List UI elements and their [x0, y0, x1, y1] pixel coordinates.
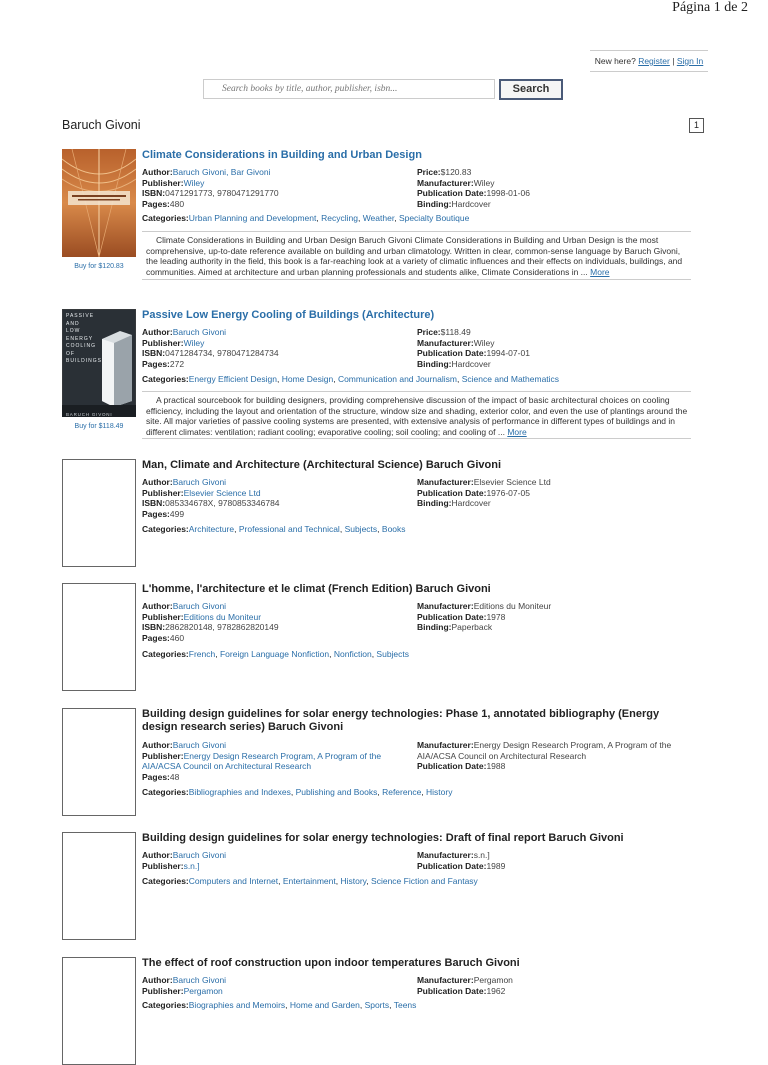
manufacturer-value: Pergamon	[473, 975, 513, 985]
categories-label: Categories:	[142, 649, 189, 659]
isbn-value: 0471284734, 9780471284734	[165, 348, 279, 358]
manufacturer-field	[417, 850, 490, 861]
new-here-text: New here?	[594, 56, 636, 66]
publication-date-field	[417, 488, 530, 499]
more-link[interactable]: More	[590, 266, 610, 277]
more-link[interactable]: More	[507, 426, 527, 437]
pages-value: 272	[169, 358, 185, 369]
manufacturer-label: Manufacturer:	[417, 740, 474, 750]
pages-label: Pages:	[142, 198, 170, 209]
book-cover-placeholder[interactable]	[62, 708, 136, 816]
publisher-label: Publisher:	[142, 985, 184, 996]
publication-date-field	[417, 612, 505, 623]
categories-field: Categories:Computers and Internet, Entertainment, History, Science Fiction and Fantasy	[142, 876, 478, 886]
publisher-link[interactable]: Pergamon	[183, 985, 223, 996]
publication-date-field	[417, 348, 530, 359]
publisher-link[interactable]: Wiley	[183, 177, 205, 188]
book-title[interactable]: Building design guidelines for solar energy technologies: Draft of final report Baruch Givoni	[142, 832, 624, 844]
pages-label: Pages:	[142, 771, 170, 782]
author-label: Author:	[142, 850, 173, 860]
book-title[interactable]: Building design guidelines for solar energy technologies: Phase 1, annotated bibliography (Energy design research series) Baruch Givoni	[142, 708, 660, 733]
author-link[interactable]: Baruch Givoni	[172, 975, 227, 985]
isbn-value: 0471291773, 9780471291770	[165, 188, 279, 198]
publication-date-value: 1978	[486, 611, 506, 622]
buy-link[interactable]: Buy for $118.49	[74, 423, 124, 430]
author-link[interactable]: Baruch Givoni, Bar Givoni	[172, 167, 271, 177]
book-title[interactable]: Passive Low Energy Cooling of Buildings (Architecture)	[142, 309, 435, 321]
category-link[interactable]: Foreign Language Nonfiction	[219, 649, 330, 659]
binding-value: Paperback	[451, 622, 493, 632]
publication-date-label: Publication Date:	[417, 487, 487, 498]
category-link[interactable]: Subjects	[344, 524, 378, 534]
category-link[interactable]: Communication and Journalism	[337, 374, 457, 384]
category-link[interactable]: Science Fiction and Fantasy	[371, 876, 478, 886]
publication-date-label: Publication Date:	[417, 860, 487, 871]
publisher-field	[142, 488, 261, 499]
isbn-field	[142, 498, 280, 509]
price-value: $120.83	[440, 167, 472, 177]
book-cover-image[interactable]	[62, 149, 136, 257]
book-title[interactable]: L'homme, l'architecture et le climat (French Edition) Baruch Givoni	[142, 583, 491, 595]
categories-label: Categories:	[142, 1000, 189, 1010]
category-link[interactable]: History	[340, 876, 367, 886]
category-link[interactable]: Home Design	[281, 374, 334, 384]
publication-date-value: 1962	[486, 985, 506, 996]
category-link[interactable]: Bibliographies and Indexes	[188, 787, 291, 797]
author-label: Author:	[142, 740, 173, 750]
publisher-field	[142, 612, 261, 623]
isbn-value: 2862820148, 9782862820149	[165, 622, 279, 632]
cover-line: PASSIVE	[66, 313, 95, 319]
manufacturer-label: Manufacturer:	[417, 177, 474, 188]
publisher-label: Publisher:	[142, 860, 184, 871]
author-label: Author:	[142, 477, 173, 487]
isbn-field	[142, 348, 279, 359]
author-field	[142, 601, 226, 612]
register-link[interactable]: Register	[638, 56, 670, 66]
author-field	[142, 850, 226, 861]
isbn-label: ISBN:	[142, 348, 166, 358]
binding-label: Binding:	[417, 498, 452, 508]
category-link[interactable]: Weather	[362, 213, 395, 223]
manufacturer-field	[417, 338, 494, 349]
publisher-field	[142, 751, 402, 772]
publisher-link[interactable]: s.n.]	[183, 860, 200, 871]
price-field	[417, 327, 471, 338]
manufacturer-label: Manufacturer:	[417, 337, 474, 348]
category-link[interactable]: Computers and Internet	[188, 876, 279, 886]
pages-field	[142, 633, 184, 644]
publisher-label: Publisher:	[142, 611, 184, 622]
author-label: Author:	[142, 601, 173, 611]
categories-label: Categories:	[142, 374, 189, 384]
binding-value: Hardcover	[451, 358, 491, 369]
book-title[interactable]: The effect of roof construction upon indoor temperatures Baruch Givoni	[142, 957, 520, 969]
isbn-field	[142, 622, 279, 633]
pages-field	[142, 509, 184, 520]
pages-label: Pages:	[142, 508, 170, 519]
category-link[interactable]: Nonfiction	[333, 649, 372, 659]
categories-field: Categories:Architecture, Professional and Technical, Subjects, Books	[142, 524, 406, 534]
book-title[interactable]: Climate Considerations in Building and Urban Design	[142, 149, 422, 161]
manufacturer-value: Energy Design Research Program, A Program of the AIA/ACSA Council on Architectural Research	[417, 740, 672, 761]
manufacturer-field	[417, 601, 551, 612]
pages-field	[142, 199, 184, 210]
cover-line: ENERGY	[66, 335, 94, 342]
categories-label: Categories:	[142, 876, 189, 886]
isbn-label: ISBN:	[142, 498, 166, 508]
cover-line: COOLING	[66, 343, 97, 349]
category-link[interactable]: Home and Garden	[289, 1000, 360, 1010]
category-link[interactable]: Specialty Boutique	[398, 213, 470, 223]
pages-field	[142, 772, 179, 783]
binding-field	[417, 622, 492, 633]
new-here-bar	[590, 50, 708, 72]
publisher-label: Publisher:	[142, 750, 184, 761]
manufacturer-label: Manufacturer:	[417, 850, 474, 860]
pages-value: 460	[169, 632, 185, 643]
categories-label: Categories:	[142, 787, 189, 797]
isbn-label: ISBN:	[142, 188, 166, 198]
binding-field	[417, 359, 491, 370]
author-field	[142, 975, 226, 986]
search-input[interactable]: Search books by title, author, publisher, isbn...	[203, 79, 495, 99]
publication-date-value: 1976-07-05	[486, 487, 530, 498]
categories-label: Categories:	[142, 524, 189, 534]
pages-field	[142, 359, 184, 370]
buy-link[interactable]: Buy for $120.83	[74, 263, 124, 270]
publisher-link[interactable]: Wiley	[183, 337, 205, 348]
category-link[interactable]: Books	[381, 524, 406, 534]
pages-value: 499	[169, 508, 185, 519]
book-cover-placeholder[interactable]	[62, 459, 136, 567]
category-link[interactable]: Energy Efficient Design	[188, 374, 277, 384]
search-button[interactable]: Search	[499, 79, 563, 100]
author-link[interactable]: Baruch Givoni	[172, 477, 227, 487]
author-label: Author:	[142, 975, 173, 985]
separator: |	[672, 56, 675, 66]
author-field	[142, 477, 226, 488]
category-link[interactable]: Biographies and Memoirs	[188, 1000, 286, 1010]
categories-label: Categories:	[142, 213, 189, 223]
manufacturer-field	[417, 740, 685, 761]
author-field	[142, 167, 270, 178]
publication-date-field	[417, 861, 505, 872]
publisher-link[interactable]: Energy Design Research Program, A Program of the AIA/ACSA Council on Architectural Research	[142, 750, 382, 771]
author-heading: Baruch Givoni	[62, 118, 141, 132]
cover-author: BARUCH GIVONI	[66, 412, 113, 417]
manufacturer-field	[417, 178, 494, 189]
book-description	[142, 231, 691, 280]
author-label: Author:	[142, 327, 173, 337]
cover-line: AND	[66, 320, 80, 327]
description-text: A practical sourcebook for building designers, providing comprehensive discussion of the impact of basic architectural choices on cooling efficiency, including the layout and orientation of the structure, window size and shading, exterior color, and even the use of plantings around the site. All major varieties of passive cooling systems are presented, with extensive analysis of performance in different types of buildings and in different climates: ventilation; radiant cooling; evaporative cooling; soil cooling; and cooling of ...	[146, 395, 688, 437]
publication-date-field	[417, 986, 505, 997]
book-cover-placeholder[interactable]	[62, 832, 136, 940]
publication-date-value: 1994-07-01	[486, 348, 530, 358]
category-link[interactable]: French	[188, 649, 216, 659]
category-link[interactable]: Entertainment	[282, 876, 336, 886]
manufacturer-value: Editions du Moniteur	[473, 601, 552, 611]
author-link[interactable]: Baruch Givoni	[172, 850, 227, 860]
categories-field: Categories:Energy Efficient Design, Home Design, Communication and Journalism, Science and Mathematics	[142, 374, 560, 384]
cover-line: OF	[66, 350, 75, 357]
binding-value: Hardcover	[451, 198, 491, 209]
category-link[interactable]: Reference	[382, 787, 422, 797]
category-link[interactable]: Urban Planning and Development	[188, 213, 317, 223]
manufacturer-value: Wiley	[473, 337, 495, 348]
categories-field: Categories:Bibliographies and Indexes, Publishing and Books, Reference, History	[142, 787, 453, 797]
category-link[interactable]: Professional and Technical	[238, 524, 340, 534]
publication-date-label: Publication Date:	[417, 188, 487, 198]
price-field	[417, 167, 471, 178]
publisher-field	[142, 986, 223, 997]
manufacturer-value: s.n.]	[473, 850, 490, 860]
description-text: Climate Considerations in Building and Urban Design Baruch Givoni Climate Considerations in Building and Urban Design is the most comprehensive, up-to-date reference available on building and urban climatology. Written in clear, common-sense language by Baruch Givoni, the leading authority in the field, this book is a far-reaching look at a variety of climatic influences and their effects on individuals, buildings, and communities. Aimed at architecture and urban planning professionals and students alike, Climate Considerations in ...	[146, 235, 683, 277]
pages-value: 480	[169, 198, 185, 209]
binding-field	[417, 498, 491, 509]
page-indicator: Página 1 de 2	[672, 0, 748, 15]
publication-date-value: 1998-01-06	[486, 188, 530, 198]
sign-in-link[interactable]: Sign In	[676, 56, 704, 66]
pages-value: 48	[169, 771, 180, 782]
categories-field: Categories:French, Foreign Language Nonfiction, Nonfiction, Subjects	[142, 649, 410, 659]
category-link[interactable]: History	[426, 787, 453, 797]
manufacturer-value: Wiley	[473, 177, 495, 188]
price-value: $118.49	[440, 327, 471, 337]
publication-date-label: Publication Date:	[417, 761, 487, 771]
publisher-label: Publisher:	[142, 177, 184, 188]
publisher-field	[142, 178, 204, 189]
author-link[interactable]: Baruch Givoni	[172, 740, 227, 750]
pages-label: Pages:	[142, 358, 170, 369]
pages-label: Pages:	[142, 632, 170, 643]
binding-value: Hardcover	[451, 498, 491, 508]
price-label: Price:	[417, 327, 441, 337]
publisher-field	[142, 861, 200, 872]
publication-date-value: 1989	[486, 860, 506, 871]
isbn-label: ISBN:	[142, 622, 166, 632]
publisher-field	[142, 338, 204, 349]
cover-line: LOW	[66, 328, 81, 334]
book-cover-placeholder[interactable]	[62, 583, 136, 691]
manufacturer-label: Manufacturer:	[417, 601, 474, 611]
price-label: Price:	[417, 167, 441, 177]
book-cover-placeholder[interactable]	[62, 957, 136, 1065]
binding-field	[417, 199, 491, 210]
author-field	[142, 740, 226, 751]
book-description	[142, 391, 691, 439]
publication-date-label: Publication Date:	[417, 985, 487, 996]
category-link[interactable]: Publishing and Books	[295, 787, 378, 797]
publication-date-field	[417, 188, 530, 199]
manufacturer-value: Elsevier Science Ltd	[473, 477, 551, 487]
manufacturer-field	[417, 477, 551, 488]
manufacturer-label: Manufacturer:	[417, 975, 474, 985]
isbn-value: 085334678X, 9780853346784	[165, 498, 280, 508]
publisher-link[interactable]: Editions du Moniteur	[183, 611, 262, 622]
publication-date-field	[417, 761, 505, 772]
author-link[interactable]: Baruch Givoni	[172, 327, 227, 337]
category-link[interactable]: Science and Mathematics	[461, 374, 560, 384]
categories-field: Categories:Urban Planning and Development, Recycling, Weather, Specialty Boutique	[142, 213, 470, 223]
binding-label: Binding:	[417, 358, 452, 369]
publisher-link[interactable]: Elsevier Science Ltd	[183, 487, 261, 498]
pagination-page-1[interactable]: 1	[689, 118, 704, 133]
cover-line: BUILDINGS	[66, 358, 102, 364]
isbn-field	[142, 188, 279, 199]
category-link[interactable]: Teens	[393, 1000, 417, 1010]
category-link[interactable]: Sports	[364, 1000, 390, 1010]
binding-label: Binding:	[417, 622, 452, 632]
categories-field: Categories:Biographies and Memoirs, Home and Garden, Sports, Teens	[142, 1000, 417, 1010]
cover-text	[66, 313, 102, 366]
publisher-label: Publisher:	[142, 337, 184, 348]
binding-label: Binding:	[417, 198, 452, 209]
category-link[interactable]: Architecture	[188, 524, 235, 534]
author-field	[142, 327, 226, 338]
author-label: Author:	[142, 167, 173, 177]
manufacturer-label: Manufacturer:	[417, 477, 474, 487]
category-link[interactable]: Recycling	[321, 213, 358, 223]
publication-date-value: 1988	[486, 761, 506, 771]
publisher-label: Publisher:	[142, 487, 184, 498]
author-link[interactable]: Baruch Givoni	[172, 601, 227, 611]
book-title[interactable]: Man, Climate and Architecture (Architectural Science) Baruch Givoni	[142, 459, 502, 471]
manufacturer-field	[417, 975, 513, 986]
publication-date-label: Publication Date:	[417, 348, 487, 358]
category-link[interactable]: Subjects	[376, 649, 410, 659]
publication-date-label: Publication Date:	[417, 611, 487, 622]
